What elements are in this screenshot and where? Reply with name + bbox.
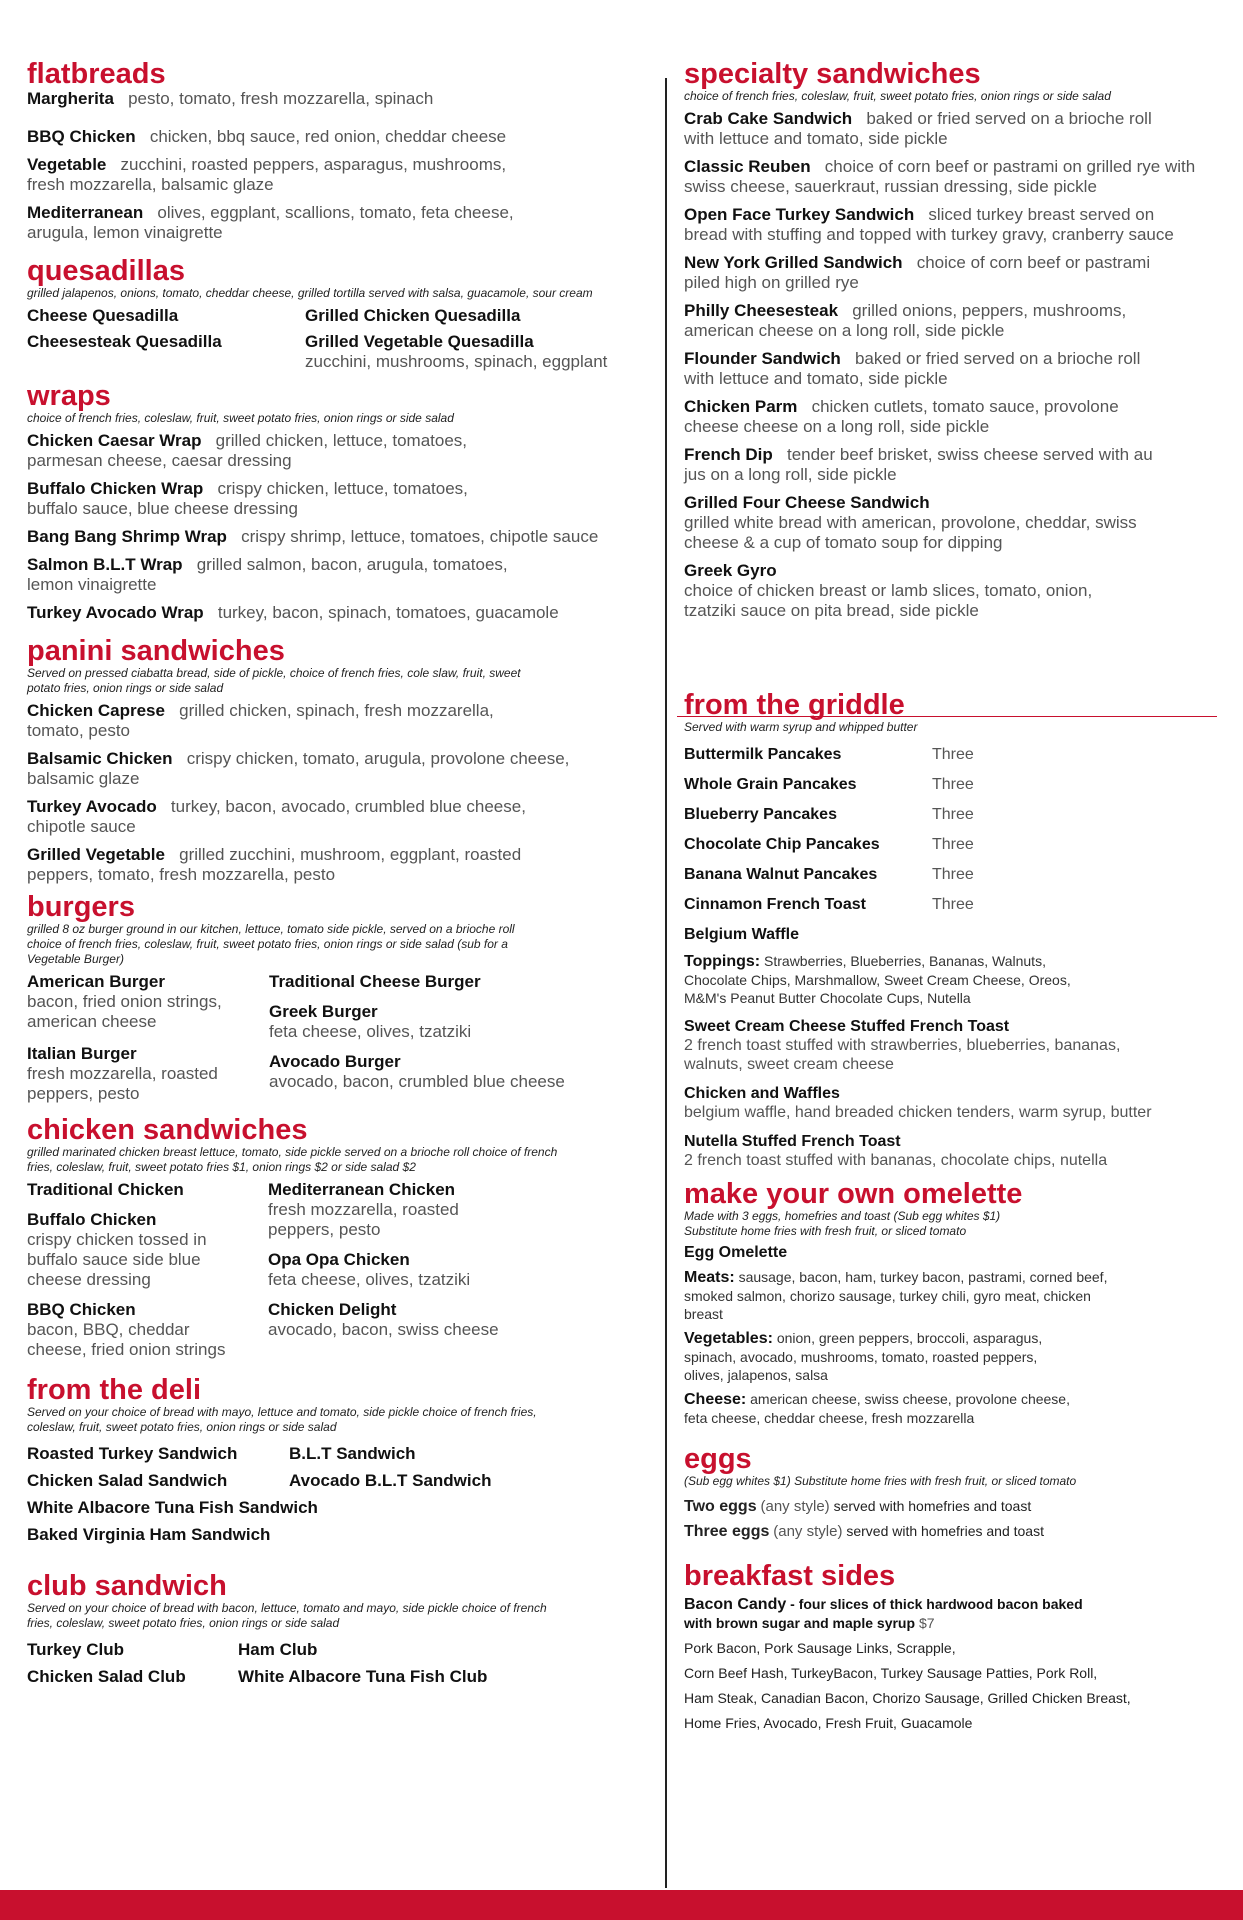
vegetables: Vegetables: onion, green peppers, broccoli, asparagus, spinach, avocado, mushrooms, tomato, roasted peppers, olives, jalapenos, salsa — [684, 1330, 1043, 1383]
menu-item: Banana Walnut Pancakes Three — [684, 866, 974, 883]
section-note: Served on your choice of bread with bacon, lettuce, tomato and mayo, side pickle choice of french fries, coleslaw, sweet potato fries, onion rings or side salad — [27, 1601, 547, 1630]
menu-item: Chicken Delight avocado, bacon, swiss cheese — [268, 1300, 499, 1339]
section-title: from the deli — [27, 1374, 202, 1406]
menu-item: Chocolate Chip Pancakes Three — [684, 836, 974, 853]
toppings: Toppings: Strawberries, Blueberries, Bananas, Walnuts, Chocolate Chips, Marshmallow, Sweet Cream Cheese, Oreos, M&M's Peanut Butter Chocolate Cups, Nutella — [684, 953, 1071, 1006]
menu-item: Traditional Chicken — [27, 1180, 184, 1199]
menu-item: Turkey Avocado turkey, bacon, avocado, crumbled blue cheese, chipotle sauce — [27, 797, 526, 836]
section-note: Served on your choice of bread with mayo, lettuce and tomato, side pickle choice of french fries, coleslaw, fruit, sweet potato fries, onion rings or side salad — [27, 1405, 537, 1434]
menu-item: Egg Omelette — [684, 1244, 788, 1261]
panini-section — [27, 637, 657, 885]
menu-item: Belgium Waffle — [684, 926, 799, 943]
left-column — [27, 60, 657, 1708]
menu-item: Vegetable zucchini, roasted peppers, asparagus, mushrooms, fresh mozzarella, balsamic glaze — [27, 155, 507, 194]
menu-item: White Albacore Tuna Fish Sandwich — [27, 1498, 318, 1517]
menu-item: Classic Reuben choice of corn beef or pastrami on grilled rye with swiss cheese, sauerkraut, russian dressing, side pickle — [684, 157, 1196, 196]
right-column — [684, 60, 1224, 1754]
section-note: Served with warm syrup and whipped butter — [684, 720, 918, 734]
menu-item: Cheese Quesadilla — [27, 306, 179, 325]
breakfast-sides-section — [684, 1562, 1224, 1736]
menu-item: Grilled Four Cheese Sandwich grilled white bread with american, provolone, cheddar, swiss cheese & a cup of tomato soup for dipping — [684, 493, 1137, 552]
griddle-section — [684, 691, 1224, 1170]
menu-item: Grilled Vegetable grilled zucchini, mushroom, eggplant, roasted peppers, tomato, fresh mozzarella, pesto — [27, 845, 522, 884]
section-title: club sandwich — [27, 1570, 227, 1602]
menu-item: B.L.T Sandwich — [289, 1444, 416, 1463]
menu-item: Buffalo Chicken crispy chicken tossed in buffalo sauce side blue cheese dressing — [27, 1210, 207, 1289]
menu-item: Sweet Cream Cheese Stuffed French Toast 2 french toast stuffed with strawberries, blueberries, bananas, walnuts, sweet cream cheese — [684, 1018, 1121, 1073]
omelette-section — [684, 1180, 1224, 1427]
menu-item: Buttermilk Pancakes Three — [684, 746, 974, 763]
menu-item: Crab Cake Sandwich baked or fried served on a brioche roll with lettuce and tomato, side pickle — [684, 109, 1152, 148]
quesadillas-section — [27, 257, 657, 378]
menu-item: Chicken Salad Sandwich — [27, 1471, 228, 1490]
menu-item: Ham Club — [238, 1640, 318, 1659]
section-title: quesadillas — [27, 255, 185, 287]
section-note: Served on pressed ciabatta bread, side of pickle, choice of french fries, cole slaw, fruit, sweet potato fries, onion rings or side salad — [27, 666, 521, 695]
menu-item: Chicken Caesar Wrap grilled chicken, lettuce, tomatoes, parmesan cheese, caesar dressing — [27, 431, 468, 470]
section-title: specialty sandwiches — [684, 58, 981, 90]
deli-section — [27, 1376, 657, 1548]
menu-item: Turkey Club — [27, 1640, 124, 1659]
sides-line: Pork Bacon, Pork Sausage Links, Scrapple, — [684, 1640, 956, 1656]
section-note: Made with 3 eggs, homefries and toast (Sub egg whites $1) Substitute home fries with fresh fruit, or sliced tomato — [684, 1209, 1001, 1238]
menu-item: Cheesesteak Quesadilla — [27, 332, 222, 351]
menu-item: Blueberry Pancakes Three — [684, 806, 974, 823]
section-note: grilled 8 oz burger ground in our kitchen, lettuce, tomato side pickle, served on a brioche roll choice of french fries, coleslaw, fruit, sweet potato fries, onion rings or side salad (sub for a Vegetable Burger) — [27, 922, 515, 966]
sides-line: Corn Beef Hash, TurkeyBacon, Turkey Sausage Patties, Pork Roll, — [684, 1665, 1098, 1681]
cheese: Cheese: american cheese, swiss cheese, provolone cheese, feta cheese, cheddar cheese, fresh mozzarella — [684, 1391, 1070, 1426]
menu-item: Traditional Cheese Burger — [269, 972, 481, 991]
menu-item: Philly Cheesesteak grilled onions, peppers, mushrooms, american cheese on a long roll, side pickle — [684, 301, 1127, 340]
menu-item: New York Grilled Sandwich choice of corn beef or pastrami piled high on grilled rye — [684, 253, 1151, 292]
flatbreads-section — [27, 60, 657, 243]
specialty-section — [684, 60, 1224, 621]
menu-item: Bacon Candy - four slices of thick hardwood bacon baked with brown sugar and maple syrup $7 — [684, 1596, 1083, 1631]
menu-item: Chicken Salad Club — [27, 1667, 186, 1686]
section-title: from the griddle — [684, 689, 905, 721]
burgers-section — [27, 893, 657, 1110]
chicken-sandwiches-section — [27, 1116, 657, 1366]
section-note: (Sub egg whites $1) Substitute home fries with fresh fruit, or sliced tomato — [684, 1474, 1077, 1488]
menu-item: BBQ Chicken chicken, bbq sauce, red onion, cheddar cheese — [27, 127, 507, 146]
section-title: breakfast sides — [684, 1560, 896, 1592]
footer-bar — [0, 1890, 1243, 1920]
eggs-section — [684, 1445, 1224, 1544]
menu-item: Open Face Turkey Sandwich sliced turkey breast served on bread with stuffing and topped with turkey gravy, cranberry sauce — [684, 205, 1174, 244]
menu-item: American Burger bacon, fried onion strings, american cheese — [27, 972, 222, 1031]
menu-item: Two eggs (any style) served with homefries and toast — [684, 1498, 1032, 1515]
menu-item: Whole Grain Pancakes Three — [684, 776, 974, 793]
menu-item: Greek Gyro choice of chicken breast or lamb slices, tomato, onion, tzatziki sauce on pita bread, side pickle — [684, 561, 1093, 620]
menu-item: Chicken Parm chicken cutlets, tomato sauce, provolone cheese cheese on a long roll, side pickle — [684, 397, 1119, 436]
menu-item: Grilled Chicken Quesadilla — [305, 306, 521, 325]
sides-line: Home Fries, Avocado, Fresh Fruit, Guacamole — [684, 1715, 973, 1731]
section-title: eggs — [684, 1443, 752, 1475]
menu-item: Mediterranean olives, eggplant, scallions, tomato, feta cheese, arugula, lemon vinaigrette — [27, 203, 514, 242]
menu-item: Flounder Sandwich baked or fried served on a brioche roll with lettuce and tomato, side pickle — [684, 349, 1141, 388]
section-title: make your own omelette — [684, 1178, 1023, 1210]
menu-item: Cinnamon French Toast Three — [684, 896, 974, 913]
menu-item: Three eggs (any style) served with homefries and toast — [684, 1523, 1044, 1540]
wraps-section — [27, 382, 657, 623]
section-title: flatbreads — [27, 58, 166, 90]
menu-item: Mediterranean Chicken fresh mozzarella, roasted peppers, pesto — [268, 1180, 459, 1239]
sides-line: Ham Steak, Canadian Bacon, Chorizo Sausage, Grilled Chicken Breast, — [684, 1690, 1131, 1706]
menu-item: Baked Virginia Ham Sandwich — [27, 1525, 271, 1544]
menu-item: BBQ Chicken bacon, BBQ, cheddar cheese, fried onion strings — [27, 1300, 226, 1359]
menu-item: Grilled Vegetable Quesadilla zucchini, mushrooms, spinach, eggplant — [305, 332, 608, 371]
section-note: grilled marinated chicken breast lettuce, tomato, side pickle served on a brioche roll choice of french fries, coleslaw, fruit, sweet potato fries $1, onion rings $2 or side salad $2 — [27, 1145, 558, 1174]
club-section — [27, 1572, 657, 1690]
menu-item: Salmon B.L.T Wrap grilled salmon, bacon, arugula, tomatoes, lemon vinaigrette — [27, 555, 508, 594]
menu-item: Avocado Burger avocado, bacon, crumbled blue cheese — [269, 1052, 565, 1091]
section-title: chicken sandwiches — [27, 1114, 308, 1146]
section-title: burgers — [27, 891, 135, 923]
section-title: wraps — [27, 380, 111, 412]
menu-item: Balsamic Chicken crispy chicken, tomato, arugula, provolone cheese, balsamic glaze — [27, 749, 570, 788]
menu-item: Turkey Avocado Wrap turkey, bacon, spinach, tomatoes, guacamole — [27, 603, 559, 622]
section-title: panini sandwiches — [27, 635, 285, 667]
section-note: choice of french fries, coleslaw, fruit, sweet potato fries, onion rings or side salad — [27, 411, 454, 425]
menu-item: Roasted Turkey Sandwich — [27, 1444, 238, 1463]
menu-item: Buffalo Chicken Wrap crispy chicken, lettuce, tomatoes, buffalo sauce, blue cheese dressing — [27, 479, 468, 518]
menu-item: Opa Opa Chicken feta cheese, olives, tzatziki — [268, 1250, 471, 1289]
menu-item: Chicken and Waffles belgium waffle, hand breaded chicken tenders, warm syrup, butter — [684, 1085, 1152, 1121]
menu-item: Chicken Caprese grilled chicken, spinach, fresh mozzarella, tomato, pesto — [27, 701, 494, 740]
menu-item: Margherita pesto, tomato, fresh mozzarella, spinach — [27, 89, 434, 108]
menu-item: Nutella Stuffed French Toast 2 french toast stuffed with bananas, chocolate chips, nutella — [684, 1133, 1108, 1169]
menu-item: Bang Bang Shrimp Wrap crispy shrimp, lettuce, tomatoes, chipotle sauce — [27, 527, 599, 546]
meats: Meats: sausage, bacon, ham, turkey bacon, pastrami, corned beef, smoked salmon, chorizo sausage, turkey chili, gyro meat, chicken breast — [684, 1269, 1108, 1322]
section-note: grilled jalapenos, onions, tomato, cheddar cheese, grilled tortilla served with salsa, guacamole, sour cream — [27, 286, 593, 300]
menu-item: French Dip tender beef brisket, swiss cheese served with au jus on a long roll, side pickle — [684, 445, 1153, 484]
menu-item: Greek Burger feta cheese, olives, tzatziki — [269, 1002, 472, 1041]
section-note: choice of french fries, coleslaw, fruit, sweet potato fries, onion rings or side salad — [684, 89, 1111, 103]
column-divider — [665, 78, 667, 1888]
menu-item: Italian Burger fresh mozzarella, roasted peppers, pesto — [27, 1044, 218, 1103]
menu-item: Avocado B.L.T Sandwich — [289, 1471, 492, 1490]
menu-item: White Albacore Tuna Fish Club — [238, 1667, 488, 1686]
